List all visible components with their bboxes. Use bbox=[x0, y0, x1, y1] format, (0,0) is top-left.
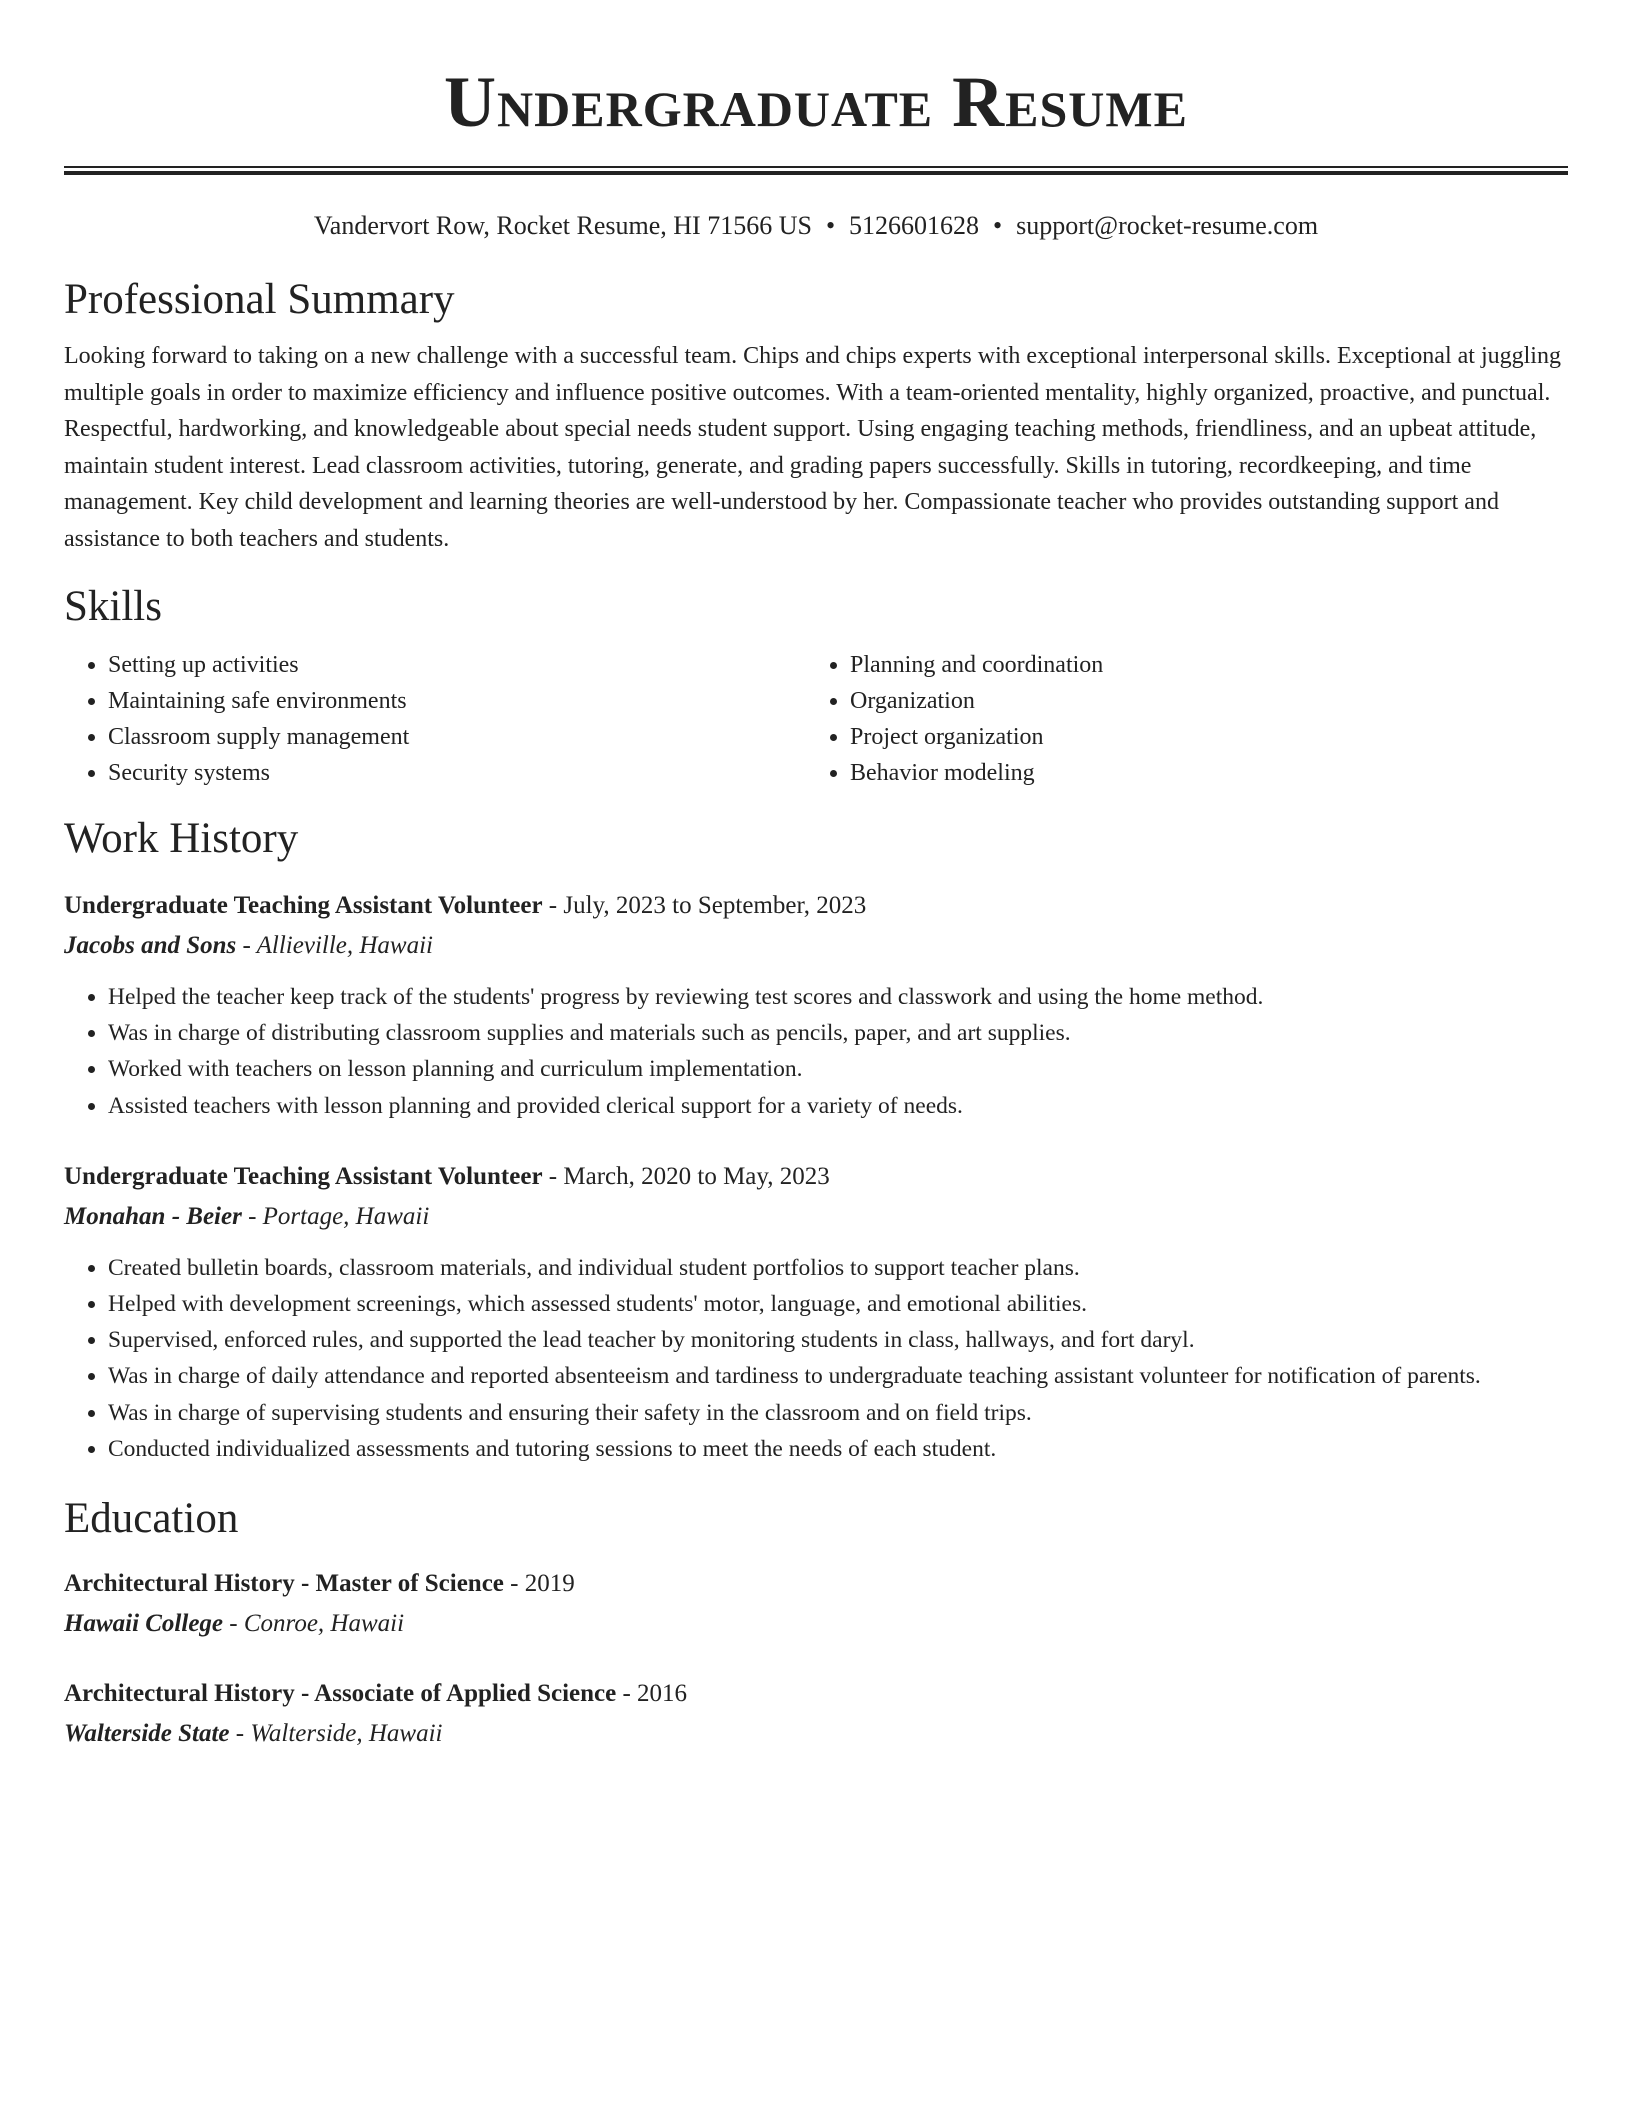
skills-list bbox=[64, 647, 1568, 791]
job-company: Jacobs and Sons bbox=[64, 932, 237, 959]
skill-item: • Organization bbox=[850, 683, 1103, 719]
education-degree: Architectural History - Master of Science bbox=[64, 1570, 504, 1598]
skills-column-left bbox=[64, 647, 806, 791]
job-employer bbox=[64, 929, 1568, 963]
job-dates: - July, 2023 to September, 2023 bbox=[542, 892, 867, 919]
contact-phone: 5126601628 bbox=[849, 211, 980, 240]
education-year: - 2019 bbox=[503, 1570, 575, 1598]
job-company: Monahan - Beier bbox=[64, 1202, 242, 1230]
job-duty: • Was in charge of daily attendance and reported absenteeism and tardiness to undergraduate teaching assistant volunteer for notification of parents. bbox=[108, 1358, 1568, 1394]
contact-separator: • bbox=[993, 211, 1003, 240]
job-duty: • Worked with teachers on lesson planning and curriculum implementation. bbox=[108, 1051, 1568, 1087]
job-entry bbox=[64, 1160, 1568, 1467]
job-duty: • Created bulletin boards, classroom materials, and individual student portfolios to support teacher plans. bbox=[108, 1250, 1568, 1286]
title-divider bbox=[64, 166, 1568, 175]
skill-item: • Setting up activities bbox=[108, 647, 806, 683]
education-header bbox=[64, 1567, 1568, 1601]
job-duty: • Assisted teachers with lesson planning and provided clerical support for a variety of needs. bbox=[108, 1088, 1568, 1124]
education-location: - Conroe, Hawaii bbox=[223, 1610, 405, 1638]
job-employer bbox=[64, 1200, 1568, 1234]
education-location: - Walterside, Hawaii bbox=[229, 1720, 443, 1748]
education-school: Hawaii College bbox=[64, 1610, 224, 1638]
skill-item: • Classroom supply management bbox=[108, 719, 806, 755]
skill-item: • Maintaining safe environments bbox=[108, 683, 806, 719]
skills-column-right bbox=[806, 647, 1103, 791]
education-heading: Education bbox=[64, 1495, 239, 1543]
skill-item: • Security systems bbox=[108, 755, 806, 791]
contact-email: support@rocket-resume.com bbox=[1016, 211, 1319, 240]
job-location: - Portage, Hawaii bbox=[241, 1202, 430, 1230]
job-header bbox=[64, 1160, 1568, 1194]
contact-separator: • bbox=[825, 211, 836, 240]
job-duty: • Was in charge of distributing classroom supplies and materials such as pencils, paper, and art supplies. bbox=[108, 1015, 1568, 1051]
contact-address: Vandervort Row, Rocket Resume, HI 71566 US bbox=[313, 211, 812, 240]
job-duties bbox=[64, 1250, 1568, 1467]
summary-heading: Professional Summary bbox=[64, 276, 455, 323]
education-header bbox=[64, 1677, 1568, 1711]
summary-text: Looking forward to taking on a new challenge with a successful team. Chips and chips experts with exceptional interpersonal skills. Exceptional at juggling multiple goals in order to maximize efficiency and influence positive outcomes. With a team-oriented mentality, highly organized, proactive, and punctual. Respectful, hardworking, and knowledgeable about special needs student support. Using engaging teaching methods, friendliness, and an upbeat attitude, maintain student interest. Lead classroom activities, tutoring, generate, and grading papers successfully. Skills in tutoring, recordkeeping, and time management. Key child development and learning theories are well-understood by her. Compassionate teacher who provides outstanding support and assistance to both teachers and students. bbox=[64, 343, 1561, 552]
job-role: Undergraduate Teaching Assistant Volunteer bbox=[64, 1162, 543, 1190]
job-duties bbox=[64, 979, 1568, 1124]
job-duty: • Supervised, enforced rules, and supported the lead teacher by monitoring students in class, hallways, and fort daryl. bbox=[108, 1322, 1568, 1358]
job-header bbox=[64, 889, 1568, 923]
job-entry bbox=[64, 889, 1568, 1124]
education-entry bbox=[64, 1567, 1568, 1641]
job-duty: • Was in charge of supervising students and ensuring their safety in the classroom and on field trips. bbox=[108, 1395, 1568, 1431]
skills-heading: Skills bbox=[64, 583, 162, 630]
skill-item: • Planning and coordination bbox=[850, 647, 1103, 683]
education-school-line bbox=[64, 1717, 1568, 1751]
skill-item: • Behavior modeling bbox=[850, 755, 1103, 791]
education-school: Walterside State bbox=[64, 1720, 230, 1748]
skill-item: • Project organization bbox=[850, 719, 1103, 755]
work-history-heading: Work History bbox=[64, 815, 299, 862]
education-school-line bbox=[64, 1607, 1568, 1641]
job-location: - Allieville, Hawaii bbox=[236, 932, 433, 959]
job-duty: • Conducted individualized assessments and tutoring sessions to meet the needs of each student. bbox=[108, 1431, 1568, 1467]
job-dates: - March, 2020 to May, 2023 bbox=[542, 1162, 830, 1190]
education-entry bbox=[64, 1677, 1568, 1751]
contact-line bbox=[64, 210, 1568, 242]
job-duty: • Helped the teacher keep track of the students' progress by reviewing test scores and classwork and using the home method. bbox=[108, 979, 1568, 1015]
job-role: Undergraduate Teaching Assistant Volunteer bbox=[64, 892, 543, 919]
education-degree: Architectural History - Associate of Applied Science bbox=[64, 1680, 617, 1708]
education-year: - 2016 bbox=[616, 1680, 688, 1708]
resume-title: Undergraduate Resume bbox=[444, 62, 1188, 142]
job-duty: • Helped with development screenings, which assessed students' motor, language, and emotional abilities. bbox=[108, 1286, 1568, 1322]
